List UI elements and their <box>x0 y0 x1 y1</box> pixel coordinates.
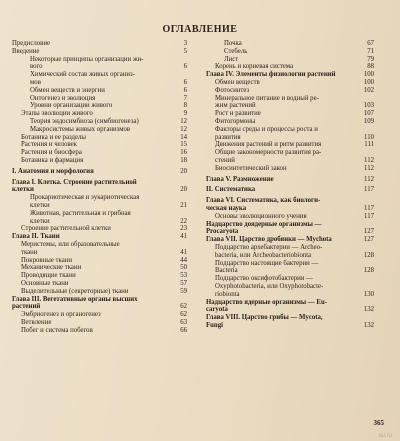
toc-entry-title: Онтогенез и эволюция <box>30 94 96 102</box>
toc-entry-page: 14 <box>180 133 187 141</box>
toc-entry <box>12 296 187 312</box>
toc-entry <box>12 288 187 296</box>
toc-entry-page: 8 <box>183 102 187 110</box>
toc-entry-title: Подцарство настоящие бактерии — Bacteria <box>215 259 319 275</box>
toc-entry-page: 9 <box>183 110 187 118</box>
toc-entry-title: Глава V. Размножение <box>206 175 274 183</box>
toc-entry <box>206 236 374 244</box>
toc-entry <box>12 71 187 87</box>
toc-entry-title: Уровни организации живого <box>30 102 113 110</box>
toc-entry-title: Растения и человек <box>21 141 77 149</box>
toc-entry-page: 127 <box>363 228 374 236</box>
toc-entry <box>206 197 374 213</box>
toc-entry-title: Побег и система побегов <box>21 326 93 334</box>
toc-entry-page: 79 <box>367 55 374 63</box>
toc-entry-page: 63 <box>180 318 187 326</box>
toc-entry-title: Ветвление <box>21 318 52 326</box>
toc-entry-page: 12 <box>180 117 187 125</box>
toc-entry <box>12 40 187 48</box>
toc-entry-title: Стебель <box>224 47 248 55</box>
toc-entry <box>206 244 374 260</box>
toc-entry-page: 41 <box>180 248 187 256</box>
toc-entry <box>206 314 374 330</box>
toc-entry-title: Введение <box>12 47 40 55</box>
toc-entry <box>12 233 187 241</box>
toc-entry <box>206 176 374 184</box>
toc-entry <box>206 186 374 194</box>
toc-entry-page: 66 <box>180 326 187 334</box>
toc-entry-page: 132 <box>363 321 374 329</box>
toc-entry <box>206 48 374 56</box>
toc-entry-page: 117 <box>364 212 374 220</box>
toc-entry-page: 67 <box>367 40 374 47</box>
toc-entry <box>12 194 187 210</box>
toc-entry-title: II. Систематика <box>206 186 256 194</box>
toc-entry-page: 62 <box>180 303 187 311</box>
toc-entry-title: Биосинтетический закон <box>215 164 287 172</box>
toc-entry-page: 111 <box>364 141 374 149</box>
toc-entry <box>206 260 374 276</box>
toc-entry <box>206 141 374 149</box>
toc-entry <box>12 157 187 165</box>
toc-entry <box>12 87 187 95</box>
toc-entry <box>206 110 374 118</box>
toc-entry <box>12 225 187 233</box>
toc-entry <box>12 272 187 280</box>
toc-entry-title: Основные ткани <box>21 279 69 287</box>
toc-entry-page: 50 <box>180 264 187 272</box>
toc-entry-title: Химический состав живых организ- мов <box>30 71 135 86</box>
toc-right-column <box>206 40 374 330</box>
toc-entry <box>12 241 187 257</box>
toc-entry-page: 71 <box>367 47 374 55</box>
toc-entry-title: Глава IV. Элементы физиологии растений <box>206 71 336 79</box>
toc-entry-title: Надцарство доядерные организмы — Procaryota <box>206 220 322 236</box>
toc-entry <box>12 110 187 118</box>
toc-entry <box>12 210 187 226</box>
toc-entry-page: 112 <box>364 164 374 172</box>
toc-entry-title: Факторы среды и процессы роста и развития <box>215 125 318 141</box>
toc-entry-title: Общие закономерности развития ра- стений <box>215 149 322 164</box>
toc-entry-page: 20 <box>180 167 187 175</box>
toc-entry <box>206 221 374 237</box>
toc-entry-title: Строение растительной клетки <box>21 225 111 233</box>
toc-entry-page: 41 <box>180 233 187 241</box>
toc-entry-page: 103 <box>363 102 374 110</box>
toc-entry <box>206 118 374 126</box>
toc-entry-title: Подцарство архебактерии — Archeo- bacteria, или Archeobacteriobionta <box>215 243 323 259</box>
toc-entry-title: Фотосинтез <box>215 86 250 94</box>
toc-entry-title: Глава VIII. Царство грибы — Mycota, Fungi <box>206 314 323 329</box>
toc-entry-title: Обмен веществ <box>215 78 260 86</box>
toc-entry <box>12 102 187 110</box>
toc-entry-page: 62 <box>180 311 187 319</box>
toc-entry-title: Ботаника и ее разделы <box>21 133 86 141</box>
toc-entry <box>12 280 187 288</box>
toc-entry <box>12 149 187 157</box>
toc-entry <box>12 179 187 195</box>
toc-entry-page: 107 <box>363 110 374 118</box>
toc-entry <box>206 56 374 64</box>
toc-entry-title: Животная, растительная и грибная клетки <box>30 209 131 225</box>
toc-entry-page: 128 <box>363 251 374 259</box>
page-title: ОГЛАВЛЕНИЕ <box>162 24 238 35</box>
toc-entry <box>12 48 187 56</box>
toc-entry-title: Корень и корневая система <box>215 63 294 71</box>
toc-entry <box>206 165 374 173</box>
toc-entry-page: 53 <box>180 272 187 280</box>
toc-entry <box>206 79 374 87</box>
toc-entry <box>12 311 187 319</box>
toc-entry-page: 110 <box>364 133 374 141</box>
toc-entry-title: Глава VII. Царство дробянки — Mychota <box>206 236 332 244</box>
toc-entry <box>12 56 187 72</box>
toc-entry-page: 6 <box>183 63 187 71</box>
toc-entry-title: Макросистемы живых организмов <box>30 125 131 133</box>
toc-entry-page: 20 <box>180 186 187 194</box>
toc-entry-title: Минеральное питание и водный ре- жим растений <box>215 94 319 110</box>
toc-entry-title: Теория эндосимбиоза (симбиогенеза) <box>30 117 139 125</box>
toc-entry-page: 7 <box>183 94 187 102</box>
toc-entry-title: Проводящие ткани <box>21 272 76 280</box>
toc-entry <box>12 95 187 103</box>
toc-entry-title: Этапы эволюции живого <box>21 110 93 118</box>
toc-entry-page: 88 <box>367 63 374 71</box>
toc-entry-title: Подцарство оксифотобактерии — Oxyphotobacteria, или Oxyphotobacte- riobionta <box>215 275 324 298</box>
toc-entry-page: 130 <box>363 290 374 298</box>
toc-entry <box>206 126 374 142</box>
toc-entry-title: Глава I. Клетка. Строение растительной клетки <box>12 178 137 194</box>
toc-entry <box>206 275 374 298</box>
toc-entry-title: Лист <box>224 55 239 63</box>
toc-entry-page: 3 <box>183 40 187 47</box>
toc-entry-page: 117 <box>364 204 374 212</box>
toc-entry-page: 127 <box>363 236 374 244</box>
toc-entry-title: Эмбриогенез и органогенез <box>21 311 101 319</box>
toc-entry-title: Основы эволюционного учения <box>215 212 307 220</box>
toc-entry-title: Выделительные (секреторные) ткани <box>21 287 129 295</box>
toc-entry <box>12 141 187 149</box>
toc-entry-page: 128 <box>363 267 374 275</box>
toc-entry <box>206 71 374 79</box>
toc-entry-title: Ботаника и фармация <box>21 156 84 164</box>
toc-entry <box>12 319 187 327</box>
toc-entry-title: Прокариотическая и эукариотическая клетки <box>30 194 140 209</box>
toc-entry <box>206 149 374 165</box>
toc-entry-page: 23 <box>180 225 187 233</box>
toc-entry <box>206 213 374 221</box>
toc-entry-page: 112 <box>364 156 374 164</box>
toc-entry-page: 109 <box>363 117 374 125</box>
toc-entry-title: Глава VI. Систематика, как биологи- ческая наука <box>206 197 321 212</box>
toc-entry-page: 6 <box>183 78 187 86</box>
toc-entry-title: Растения и биосфера <box>21 149 82 157</box>
toc-entry-page: 6 <box>183 86 187 94</box>
toc-entry-page: 100 <box>363 78 374 86</box>
watermark: au.ru <box>378 433 392 439</box>
toc-entry-page: 132 <box>363 306 374 314</box>
toc-entry-page: 57 <box>180 279 187 287</box>
toc-entry <box>206 40 374 48</box>
toc-entry-title: Почка <box>224 40 242 47</box>
toc-entry-title: Обмен веществ и энергии <box>30 86 105 94</box>
toc-entry <box>206 63 374 71</box>
toc-entry <box>206 299 374 315</box>
toc-entry-page: 102 <box>363 86 374 94</box>
toc-entry <box>12 327 187 335</box>
toc-entry-page: 22 <box>180 217 187 225</box>
toc-entry <box>12 126 187 134</box>
toc-entry-page: 12 <box>180 125 187 133</box>
toc-entry-page: 117 <box>364 186 374 194</box>
toc-entry-page: 15 <box>180 141 187 149</box>
toc-entry-title: Предисловие <box>12 40 51 47</box>
toc-entry-title: Глава II. Ткани <box>12 233 60 241</box>
toc-entry-page: 112 <box>364 175 374 183</box>
toc-entry-title: Движения растений и ритм развития <box>215 141 322 149</box>
toc-entry <box>206 95 374 111</box>
toc-entry-page: 5 <box>183 47 187 55</box>
page-number: 365 <box>373 419 384 427</box>
toc-entry <box>12 264 187 272</box>
toc-entry-page: 21 <box>180 201 187 209</box>
toc-entry-page: 18 <box>180 156 187 164</box>
toc-entry-title: Покровные ткани <box>21 256 72 264</box>
toc-entry-page: 44 <box>180 256 187 264</box>
toc-entry-title: Механические ткани <box>21 264 82 272</box>
toc-entry-title: Фитогормоны <box>215 117 256 125</box>
toc-entry-title: Надцарство ядерные организмы — Eu- caryota <box>206 298 327 314</box>
toc-entry-title: Глава III. Вегетативные органы высших растений <box>12 295 138 311</box>
toc-entry-page: 16 <box>180 149 187 157</box>
toc-entry-title: Некоторые принципы организации жи- вого <box>30 55 144 71</box>
toc-entry-page: 59 <box>180 287 187 295</box>
toc-entry-title: Меристемы, или образовательные ткани <box>21 240 120 256</box>
toc-entry <box>12 134 187 142</box>
toc-entry-title: Рост и развитие <box>215 110 261 118</box>
toc-entry <box>12 257 187 265</box>
toc-entry <box>12 118 187 126</box>
toc-entry <box>12 168 187 176</box>
toc-entry-title: I. Анатомия и морфология <box>12 167 94 175</box>
toc-entry-page: 100 <box>363 71 374 79</box>
toc-left-column <box>12 40 187 334</box>
toc-entry <box>206 87 374 95</box>
